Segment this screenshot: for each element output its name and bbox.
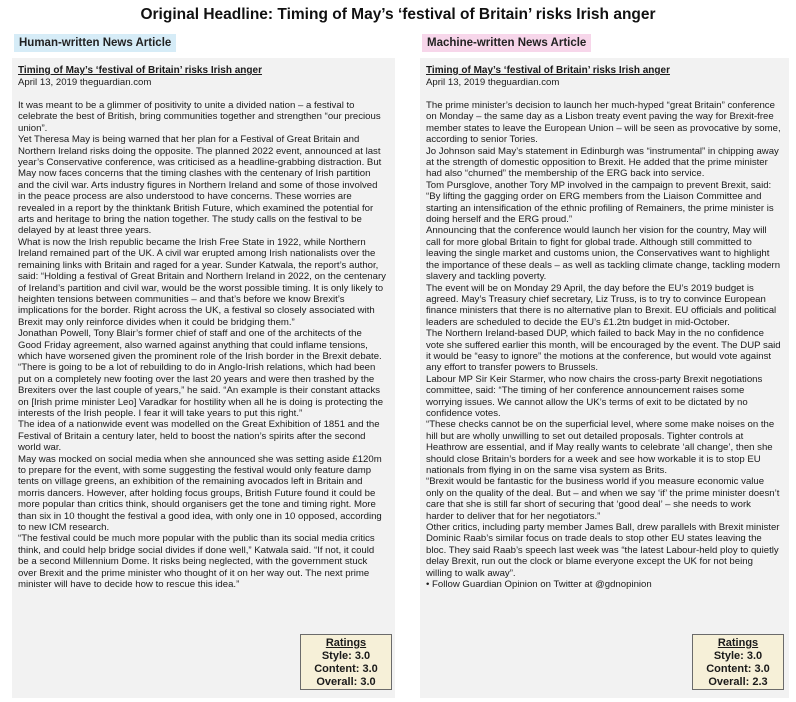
article-paragraph: The idea of a nationwide event was modelled on the Great Exhibition of 1851 and the Festival of Britain a century later, held to boost the nation’s spirits after the second world war. <box>18 419 380 454</box>
machine-article-title: Timing of May’s ‘festival of Britain’ risks Irish anger <box>426 65 670 76</box>
article-paragraph: Labour MP Sir Keir Starmer, who now chairs the cross-party Brexit negotiations committee, said: “The timing of her conference announcement raises some worrying issues. We cannot allow the UK’s terms of exit to be dictated by no confidence votes. <box>426 373 763 419</box>
machine-article-body <box>426 100 781 590</box>
article-paragraph: Announcing that the conference would launch her vision for the country, May will call for more global Britain to fight for global trade. Although still committed to leaving the single market and customs union, the Conservatives want to highlight the importance of these deals – as well as tackling climate change, tackling modern slavery and tackling poverty. <box>426 225 781 283</box>
article-paragraph: It was meant to be a glimmer of positivity to unite a divided nation – a festival to celebrate the best of British, bring communities together and strengthen “our precious union”. <box>18 100 381 134</box>
article-paragraph: “The festival could be much more popular with the public than its social media critics think, and could help bridge social divides if done well,” Katwala said. “If not, it could be a second Millennium Dome. It risks being neglected, with the government stuck over Brexit and the prime minister who thought of it on her way out. The next prime minister will have to decide how to rescue this idea.” <box>18 533 375 591</box>
overall-rating: Overall: 2.3 <box>708 676 768 688</box>
article-paragraph: What is now the Irish republic became the Irish Free State in 1922, while Northern Ireland remained part of the UK. A civil war erupted among Irish nationalists over the remaining links with Britain and raged for a year. Sunder Katwala, the report’s author, said: “Holding a festival of Great Britain and Northern Ireland in 2022, on the centenary of Ireland’s partition and civil war, would be the worst possible timing. It is only likely to heighten tensions between communities – and that’s before we know Brexit’s implications for the border. Right across the UK, a festival so closely associated with Brexit may only reinforce divides when it could be bridging them.” <box>18 236 386 328</box>
overall-rating: Overall: 3.0 <box>316 676 376 688</box>
article-paragraph: The prime minister’s decision to launch her much-hyped “great Britain” conference on Monday – the same day as a Lisbon treaty event paving the way for Brexit-free member states to leave the European Union – will be seen as provocative by some, according to senior Tories. <box>426 100 781 146</box>
machine-ratings-box <box>692 634 784 690</box>
content-rating: Content: 3.0 <box>706 663 770 675</box>
article-paragraph: • Follow Guardian Opinion on Twitter at @gdnopinion <box>426 579 652 591</box>
machine-article-label: Machine-written News Article <box>422 34 591 52</box>
article-paragraph: “These checks cannot be on the superficial level, where some make noises on the hill but are wholly unwilling to set out detailed proposals. Tighter controls at Heathrow are essential, and if May really wants to celebrate ‘all change’, then she should close Britain’s borders for a week and see how workable it is to stop EU nationals from flying in on the same visa system as Brits. <box>426 419 775 476</box>
human-article-panel <box>12 58 395 698</box>
ratings-heading: Ratings <box>717 637 759 649</box>
machine-article-meta: April 13, 2019 theguardian.com <box>426 77 560 88</box>
article-paragraph: The Northern Ireland-based DUP, which failed to back May in the no confidence vote she suffered earlier this month, will be encouraged by the event. The DUP said it would be “easy to ignore” the motions at the conference, but would vote against any effort to transfer powers to Brussels. <box>426 328 781 374</box>
article-paragraph: May was mocked on social media when she announced she was setting aside £120m to prepare for the event, with some suggesting the festival would only feature damp tents on village greens, an exhibition of the remaining avocados left in Britain and morris dancers. However, after holding focus groups, British Future found it could be more popular than critics think, should organisers get the tone and timing right. More than six in 10 thought the festival a good idea, with only one in 10 opposed, according to new ICM research. <box>18 453 382 534</box>
article-paragraph: Jonathan Powell, Tony Blair’s former chief of staff and one of the architects of the Good Friday agreement, also warned against anything that could inflame tensions, which have worsened given the prominent role of the Irish border in the Brexit debate. <box>18 328 382 362</box>
article-paragraph: Yet Theresa May is being warned that her plan for a Festival of Great Britain and Northern Ireland risks doing the opposite. The planned 2022 event, announced at last year’s Conservative conference, was criticised as a headline-grabbing distraction. But May now faces concerns that the timing clashes with the centenary of Irish partition and the civil war. Arts industry figures in Northern Ireland and some of those involved in the peace process are also understood to have concerns. These worries are revealed in a report by the thinktank British Future, which examined the potential for arts and heritage to bring the nation together. The study calls on the festival to be delayed by at least three years. <box>18 134 382 237</box>
article-paragraph: “There is going to be a lot of rebuilding to do in Anglo-Irish relations, which had been put on a completely new footing over the last 20 years and were then trashed by the Brexiters over the last couple of years,” he said. “An example is their constant attacks on [Irish prime minister Leo] Varadkar for hostility when all he is doing is protecting the interests of the Irish people. I fear it will take years to put this right.” <box>18 362 384 419</box>
article-paragraph: “Brexit would be fantastic for the business world if you measure economic value only on the quality of the deal. But – and when we say ‘if’ the prime minister doesn’t care that she is still far short of securing that ‘good deal’ – she needs to work harder to deliver that for her negotiators.” <box>426 476 780 522</box>
human-article-meta: April 13, 2019 theguardian.com <box>18 77 152 88</box>
article-paragraph: The event will be on Monday 29 April, the day before the EU’s 2019 budget is agreed. May’s Treasury chief secretary, Liz Truss, is to try to convince European finance ministers that there is no alternative plan to Brexit. EU officials and political leaders are scheduled to decide the EU’s £1.2tn budget in mid-October. <box>426 282 777 328</box>
article-paragraph: Other critics, including party member James Ball, drew parallels with Brexit minister Dominic Raab’s similar focus on trade deals to stop other EU states leaving the bloc. They said Raab’s speech last week was “the latest Labour-held ploy to quietly delay Brexit, run out the clock or blame everyone except the UK for not being willing to walk away”. <box>426 522 780 579</box>
human-article-label: Human-written News Article <box>14 34 176 52</box>
page-title: Original Headline: Timing of May’s ‘festival of Britain’ risks Irish anger <box>140 6 656 23</box>
article-paragraph: Jo Johnson said May’s statement in Edinburgh was “instrumental” in chipping away at the strength of domestic opposition to Brexit. He added that the prime minister had also “churned” the membership of the ERG back into service. <box>426 145 779 180</box>
ratings-heading: Ratings <box>325 637 367 649</box>
style-rating: Style: 3.0 <box>321 650 371 662</box>
human-ratings-box <box>300 634 392 690</box>
human-article-body <box>18 100 387 590</box>
machine-article-panel <box>420 58 789 698</box>
human-article-title: Timing of May’s ‘festival of Britain’ risks Irish anger <box>18 65 262 76</box>
style-rating: Style: 3.0 <box>713 650 763 662</box>
article-paragraph: Tom Pursglove, another Tory MP involved in the campaign to prevent Brexit, said: “By lifting the gagging order on ERG members from the Liaison Committee and starting an intensification of the ethnic profiling of Remainers, the prime minister is doing herself and the ERG proud.” <box>426 179 774 226</box>
content-rating: Content: 3.0 <box>314 663 378 675</box>
